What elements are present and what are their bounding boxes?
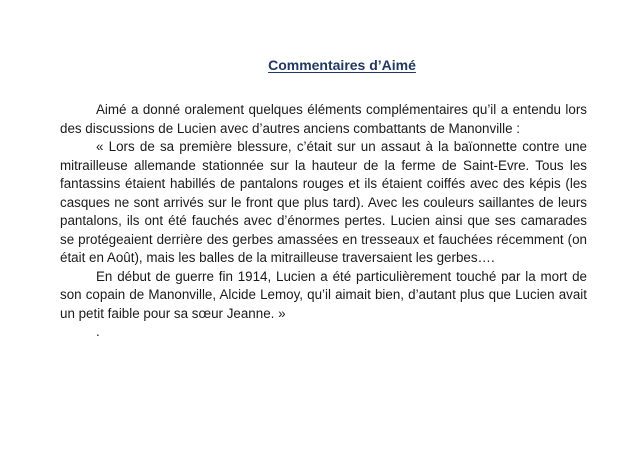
- document-body: [60, 101, 587, 342]
- trailing-period: .: [96, 324, 100, 339]
- paragraph-intro: Aimé a donné oralement quelques éléments complémentaires qu’il a entendu lors des discussions de Lucien avec d’autres anciens combattants de Manonville :: [60, 102, 587, 136]
- paragraph-end-1914: En début de guerre fin 1914, Lucien a été particulièrement touché par la mort de son copain de Manonville, Alcide Lemoy, qu’il aimait bien, d’autant plus que Lucien avait un petit faible pour sa sœur Jeanne. »: [60, 268, 587, 321]
- paragraph-first-wound: « Lors de sa première blessure, c’était sur un assaut à la baïonnette contre une mitrailleuse allemande stationnée sur la hauteur de la ferme de Saint-Evre. Tous les fantassins étaient habillés de pantalons rouges et ils étaient coiffés avec des képis (les casques ne sont arrivés sur le front que plus tard). Avec les couleurs saillantes de leurs pantalons, ils ont été fauchés avec d’énormes pertes. Lucien ainsi que ses camarades se protégeaient derrière des gerbes amassées en tresseaux et fauchées récemment (on était en Août), mais les balles de la mitrailleuse traversaient les gerbes….: [60, 139, 587, 265]
- document-title: Commentaires d’Aimé: [268, 57, 416, 73]
